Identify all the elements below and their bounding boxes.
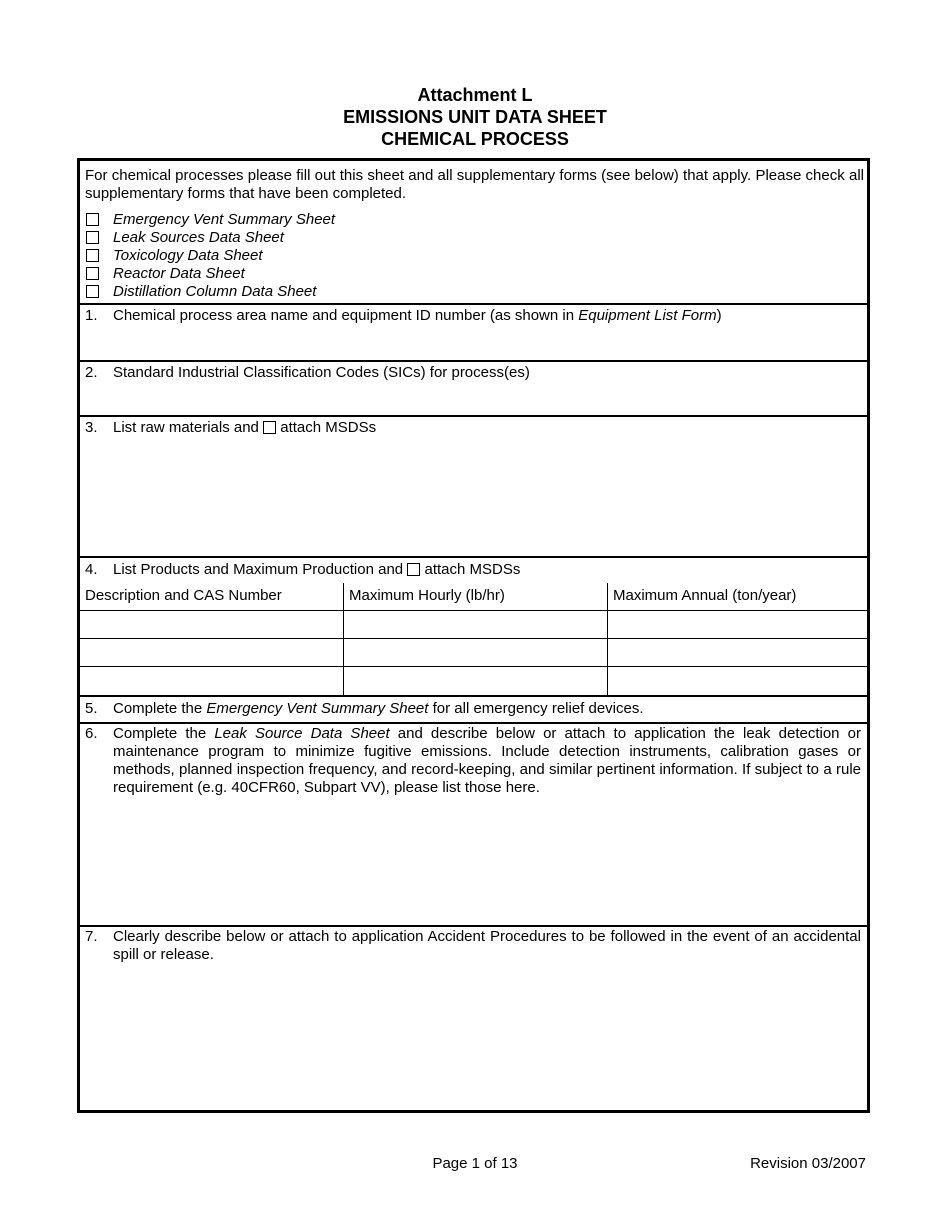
question-number: 2. — [85, 364, 98, 381]
column-divider — [607, 583, 608, 695]
checkbox[interactable] — [86, 285, 99, 298]
data-sheet-form — [77, 158, 870, 1113]
question-1-text: Chemical process area name and equipment ID number (as shown in Equipment List Form) — [113, 307, 722, 324]
intro-text: For chemical processes please fill out this sheet and all supplementary forms (see below) that apply. Please check all supplementary forms that have been completed. — [85, 167, 864, 202]
form-option-emergency-vent[interactable] — [86, 211, 335, 229]
title-attachment: Attachment L — [417, 85, 533, 105]
revision-label: Revision 03/2007 — [750, 1155, 866, 1172]
form-option-reactor[interactable] — [86, 265, 245, 283]
products-table — [80, 583, 867, 695]
question-number: 6. — [85, 725, 98, 742]
question-number: 5. — [85, 700, 98, 717]
form-option-label: Reactor Data Sheet — [113, 265, 245, 282]
question-number: 4. — [85, 561, 98, 578]
document-title — [0, 84, 950, 150]
form-option-label: Leak Sources Data Sheet — [113, 229, 284, 246]
question-7-text: Clearly describe below or attach to application Accident Procedures to be followed in the event of an accidental spill or release. — [113, 928, 861, 963]
intro-section — [80, 161, 867, 303]
column-header-annual: Maximum Annual (ton/year) — [613, 587, 797, 604]
column-divider — [343, 583, 344, 695]
form-option-label: Distillation Column Data Sheet — [113, 283, 317, 300]
question-3-section[interactable] — [80, 415, 867, 556]
column-header-description: Description and CAS Number — [85, 587, 282, 604]
question-number: 7. — [85, 928, 98, 945]
column-header-hourly: Maximum Hourly (lb/hr) — [349, 587, 505, 604]
attach-msds-checkbox[interactable] — [407, 563, 420, 576]
checkbox[interactable] — [86, 213, 99, 226]
question-3-text: List raw materials and attach MSDSs — [113, 419, 377, 436]
question-5-text: Complete the Emergency Vent Summary Sheet for all emergency relief devices. — [113, 700, 644, 717]
form-option-distillation[interactable] — [86, 283, 316, 301]
table-row-divider — [80, 638, 867, 639]
title-sheet-name: EMISSIONS UNIT DATA SHEET — [343, 107, 607, 127]
question-2-text: Standard Industrial Classification Codes (SICs) for process(es) — [113, 364, 530, 381]
question-4-section — [80, 556, 867, 695]
question-number: 1. — [85, 307, 98, 324]
question-1-section[interactable] — [80, 303, 867, 360]
table-row-divider — [80, 666, 867, 667]
form-option-label: Toxicology Data Sheet — [113, 247, 263, 264]
question-6-section[interactable] — [80, 722, 867, 925]
question-6-text: Complete the Leak Source Data Sheet and describe below or attach to application the leak detection or maintenance program to minimize fugitive emissions. Include detection instruments, calibration gases or methods, planned inspection frequency, and record-keeping, and similar pertinent information. If subject to a rule requirement (e.g. 40CFR60, Subpart VV), please list those here. — [113, 725, 861, 796]
table-row-divider — [80, 610, 867, 611]
attach-msds-checkbox[interactable] — [263, 421, 276, 434]
question-number: 3. — [85, 419, 98, 436]
title-process: CHEMICAL PROCESS — [381, 129, 569, 149]
question-2-section[interactable] — [80, 360, 867, 415]
form-option-toxicology[interactable] — [86, 247, 263, 265]
question-5-section — [80, 695, 867, 722]
checkbox[interactable] — [86, 267, 99, 280]
checkbox[interactable] — [86, 231, 99, 244]
form-option-leak-sources[interactable] — [86, 229, 284, 247]
form-option-label: Emergency Vent Summary Sheet — [113, 211, 336, 228]
checkbox[interactable] — [86, 249, 99, 262]
question-4-text: List Products and Maximum Production and attach MSDSs — [113, 561, 521, 578]
question-7-section[interactable] — [80, 925, 867, 1113]
page-number: Page 1 of 13 — [432, 1155, 518, 1172]
